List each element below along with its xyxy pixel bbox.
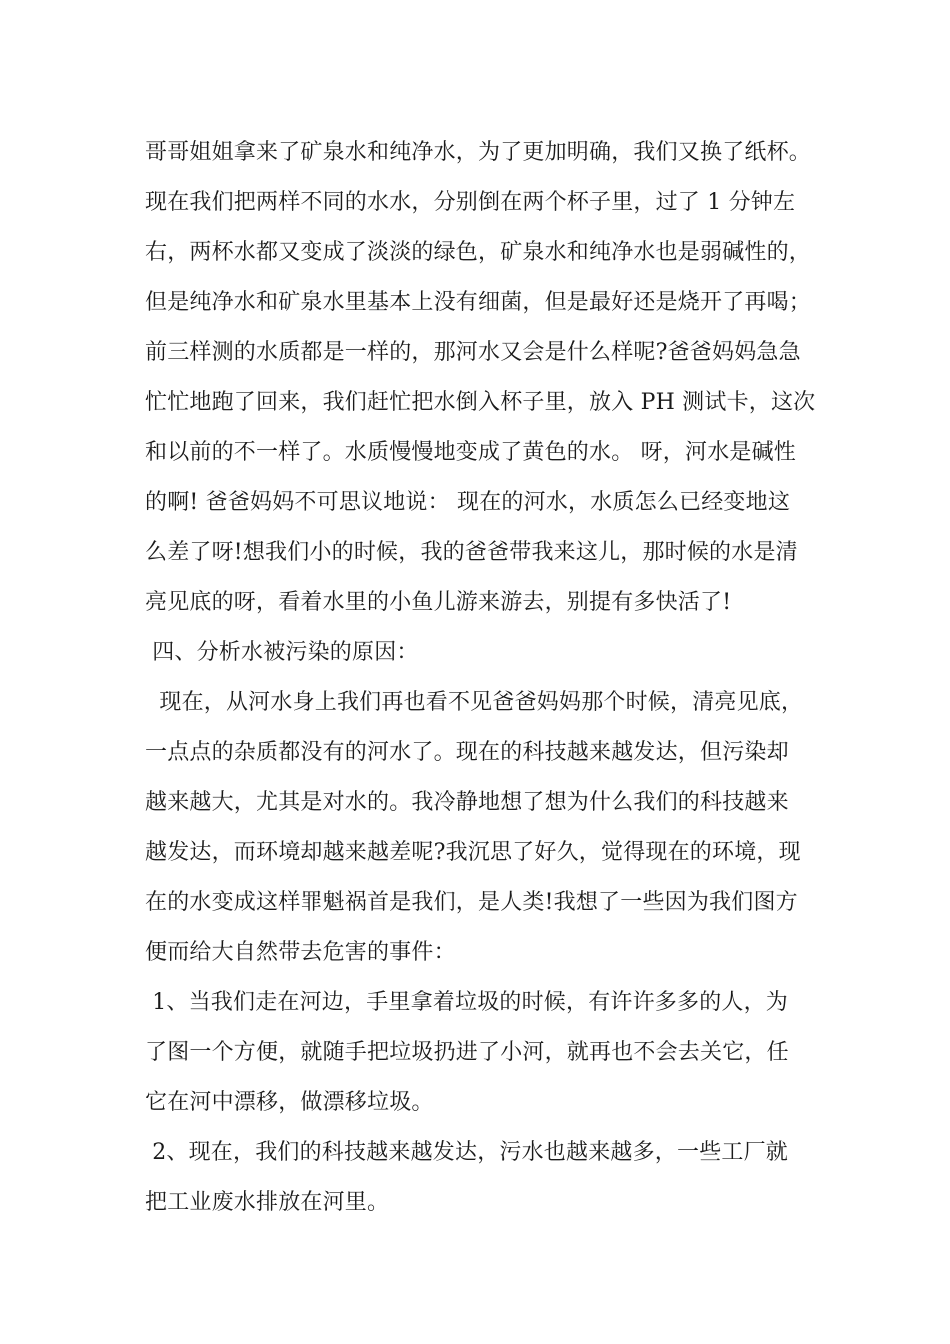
list-item: 2、现在，我们的科技越来越发达，污水也越来越多，一些工厂就 (145, 1140, 788, 1165)
section-heading: 四、分析水被污染的原因： (145, 640, 419, 665)
list-item: 1、当我们走在河边，手里拿着垃圾的时候，有许许多多的人，为 (145, 990, 788, 1015)
text-line: 但是纯净水和矿泉水里基本上没有细菌，但是最好还是烧开了再喝； (145, 290, 812, 315)
text-line: 忙忙地跑了回来，我们赶忙把水倒入杯子里，放入 PH 测试卡，这次 (145, 390, 816, 415)
text-line: 现在我们把两样不同的水水，分别倒在两个杯子里，过了 1 分钟左 (145, 190, 796, 215)
text-line: 越来越大，尤其是对水的。我冷静地想了想为什么我们的科技越来 (145, 790, 789, 815)
text-line: 亮见底的呀，看着水里的小鱼儿游来游去，别提有多快活了! (145, 590, 732, 615)
text-line: 在的水变成这样罪魁祸首是我们，是人类!我想了一些因为我们图方 (145, 890, 798, 915)
text-line: 便而给大自然带去危害的事件： (145, 940, 456, 965)
text-line: 一点点的杂质都没有的河水了。现在的科技越来越发达，但污染却 (145, 740, 789, 765)
text-line: 和以前的不一样了。水质慢慢地变成了黄色的水。 呀，河水是碱性 (145, 440, 796, 465)
text-line: 么差了呀!想我们小的时候，我的爸爸带我来这儿，那时候的水是清 (145, 540, 798, 565)
text-line: 越发达，而环境却越来越差呢?我沉思了好久，觉得现在的环境，现 (145, 840, 801, 865)
text-line: 现在，从河水身上我们再也看不见爸爸妈妈那个时候，清亮见底， (145, 690, 804, 715)
text-line: 哥哥姐姐拿来了矿泉水和纯净水，为了更加明确，我们又换了纸杯。 (145, 140, 812, 165)
text-line: 了图一个方便，就随手把垃圾扔进了小河，就再也不会去关它，任 (145, 1040, 789, 1065)
text-line: 它在河中漂移，做漂移垃圾。 (145, 1090, 434, 1115)
text-line: 右，两杯水都又变成了淡淡的绿色，矿泉水和纯净水也是弱碱性的， (145, 240, 812, 265)
text-line: 前三样测的水质都是一样的，那河水又会是什么样呢?爸爸妈妈急急 (145, 340, 801, 365)
text-line: 把工业废水排放在河里。 (145, 1190, 390, 1215)
body-text (145, 128, 835, 1228)
text-line: 的啊! 爸爸妈妈不可思议地说： 现在的河水，水质怎么已经变地这 (145, 490, 791, 515)
